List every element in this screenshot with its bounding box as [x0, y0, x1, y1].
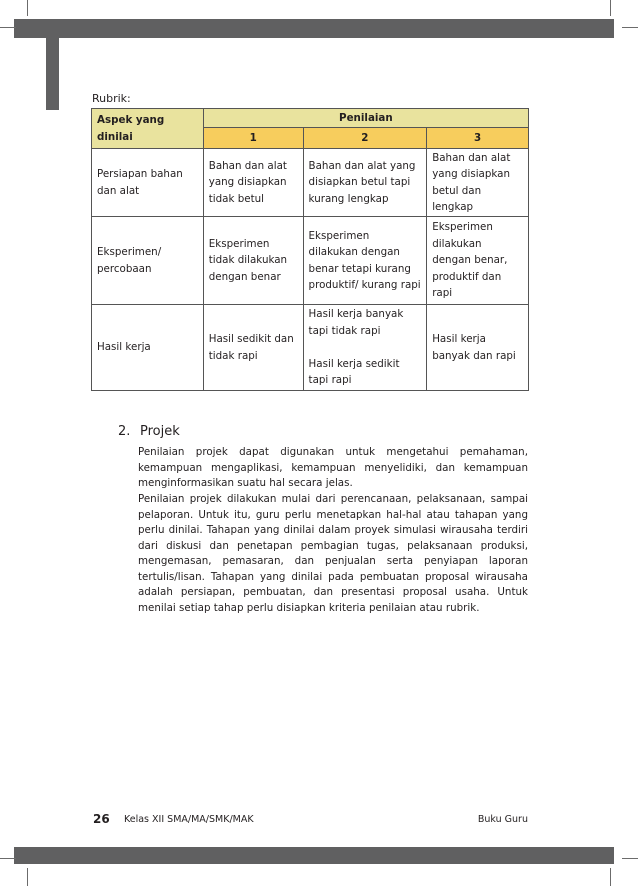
score-cell: Bahan dan alat yang disiapkan tidak betul	[203, 149, 303, 217]
header-penilaian: Penilaian	[203, 109, 528, 128]
rubric-label: Rubrik:	[92, 92, 131, 105]
score-cell: Bahan dan alat yang disiapkan betul tapi kurang lengkap	[303, 149, 427, 217]
footer-book-title: Buku Guru	[477, 814, 528, 825]
crop-mark	[27, 0, 28, 16]
section-title: Projek	[140, 424, 180, 439]
aspect-cell: Hasil kerja	[92, 305, 204, 391]
top-frame-bar	[14, 19, 614, 38]
paragraph: Penilaian projek dilakukan mulai dari perencanaan, pelaksanaan, sampai pelaporan. Untuk itu, guru perlu menetapkan hal-hal atau tahapan yang perlu dinilai. Tahapan yang dinilai dalam proyek simulasi wirausaha terdiri dari diskusi dan penetapan pembagian tugas, pelaksanaan produksi, mengemasan, pemasaran, dan penjualan serta penyiapan laporan tertulis/lisan. Tahapan yang dinilai pada pembuatan proposal wirausaha adalah persiapan, pembuatan, dan presentasi proposal usaha. Untuk menilai setiap tahap perlu disiapkan kriteria penilaian atau rubrik.	[138, 493, 528, 614]
paragraph: Penilaian projek dapat digunakan untuk mengetahui pemahaman, kemampuan mengaplikasi, kemampuan menyelidiki, dan kemampuan menginformasikan suatu hal secara jelas.	[138, 446, 528, 489]
score-cell: Eksperimen dilakukan dengan benar tetapi kurang produktif/ kurang rapi	[303, 217, 427, 305]
rubric-table	[91, 108, 529, 391]
crop-mark	[610, 868, 611, 886]
score-cell: Hasil kerja banyak dan rapi	[427, 305, 529, 391]
bottom-frame-bar	[14, 847, 614, 864]
score-cell: Eksperimen dilakukan dengan benar, produktif dan rapi	[427, 217, 529, 305]
crop-mark	[610, 0, 611, 16]
crop-mark	[0, 27, 16, 28]
crop-mark	[622, 858, 638, 859]
score-cell: Bahan dan alat yang disiapkan betul dan lengkap	[427, 149, 529, 217]
score-cell: Hasil kerja banyak tapi tidak rapi Hasil kerja sedikit tapi rapi	[303, 305, 427, 391]
page-number: 26	[93, 812, 110, 826]
footer-book-class: Kelas XII SMA/MA/SMK/MAK	[124, 814, 254, 825]
section-heading	[118, 424, 180, 439]
level-header: 3	[427, 128, 529, 149]
table-row	[92, 149, 529, 217]
crop-mark	[27, 868, 28, 886]
aspect-cell: Eksperimen/ percobaan	[92, 217, 204, 305]
table-row	[92, 217, 529, 305]
header-aspect: Aspek yang dinilai	[92, 109, 204, 149]
table-row	[92, 305, 529, 391]
level-header: 2	[303, 128, 427, 149]
left-frame-bar	[46, 38, 59, 110]
crop-mark	[0, 858, 16, 859]
aspect-cell: Persiapan bahan dan alat	[92, 149, 204, 217]
score-cell: Eksperimen tidak dilakukan dengan benar	[203, 217, 303, 305]
crop-mark	[622, 27, 638, 28]
section-number: 2.	[118, 424, 131, 439]
score-cell: Hasil sedikit dan tidak rapi	[203, 305, 303, 391]
level-header: 1	[203, 128, 303, 149]
